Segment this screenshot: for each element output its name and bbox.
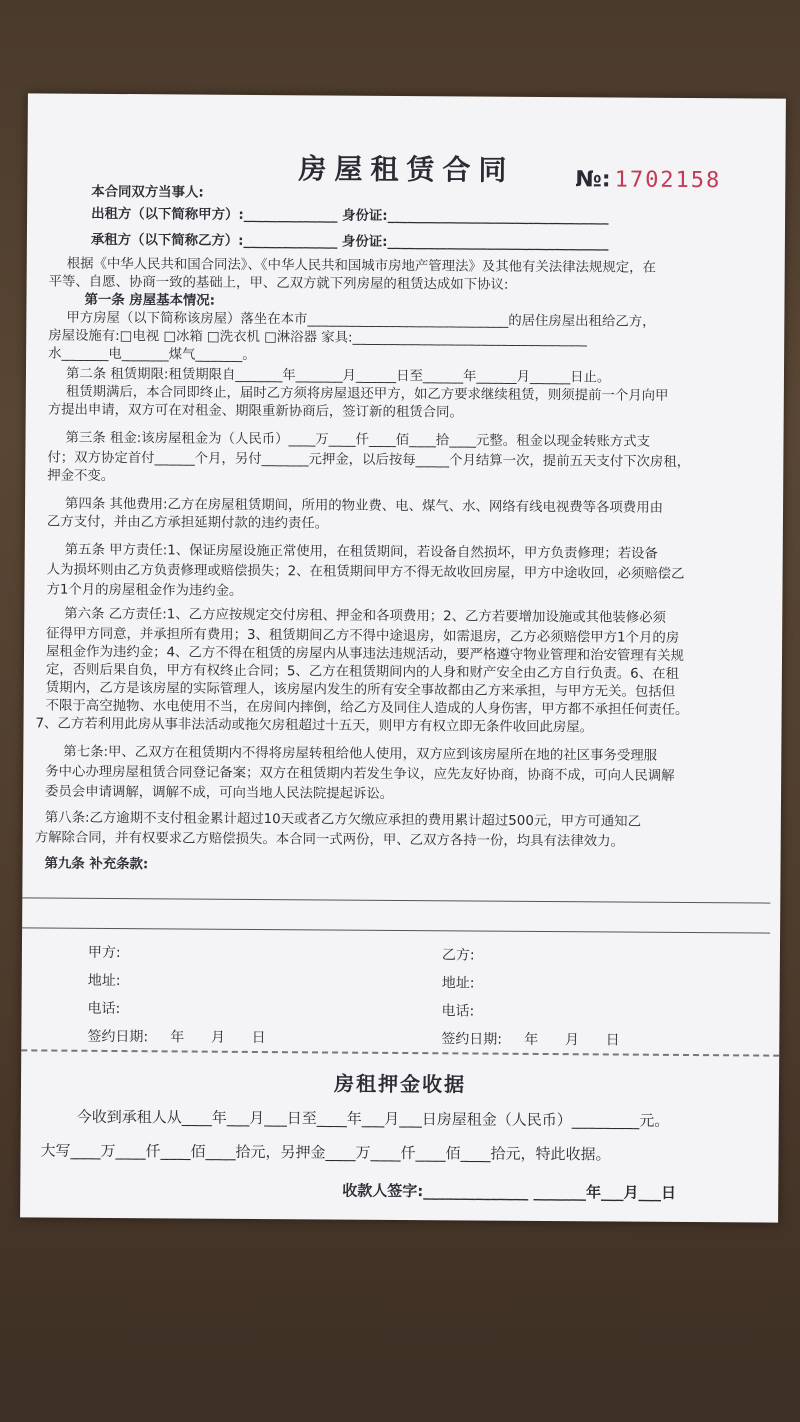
contract-line: 房屋设施有:□电视 □冰箱 □洗衣机 □淋浴器 家具:___________________________________ bbox=[48, 328, 587, 348]
party-a-date: 签约日期: 年 月 日 bbox=[87, 1028, 266, 1047]
contract-line: 征得甲方同意，并承担所有费用；3、租赁期间乙方不得中途退房，如需退房，乙方必须赔偿甲方1个月的房 bbox=[46, 626, 680, 646]
contract-line: 水_______电_______煤气_______。 bbox=[48, 346, 256, 363]
contract-line: 方1个月的房屋租金作为违约金。 bbox=[46, 582, 243, 599]
tear-line bbox=[21, 1049, 779, 1056]
contract-line: 租赁期满后，本合同即终止，届时乙方须将房屋退还甲方，如乙方要求继续租赁，则须提前一个月向甲 bbox=[65, 384, 669, 404]
contract-line: 甲方房屋（以下简称该房屋）落坐在本市______________________________的居住房屋出租给乙方， bbox=[66, 310, 656, 330]
contract-line: 第八条:乙方逾期不支付租金累计超过10天或者乙方欠缴应承担的费用累计超过500元，甲方可通知乙 bbox=[44, 810, 642, 830]
contract-line: 平等、自愿、协商一致的基础上，甲、乙双方就下列房屋的租赁达成如下协议: bbox=[48, 274, 509, 293]
party-a-address: 地址: bbox=[87, 972, 121, 990]
contract-line: 承租方（以下简称乙方）:______________ 身份证:_________________________________ bbox=[90, 232, 609, 252]
contract-line: 第三条 租金:该房屋租金为（人民币）____万____仟____佰____拾____元整。租金以现金转账方式支 bbox=[65, 430, 651, 450]
contract-line: 根据《中华人民共和国合同法》、《中华人民共和国城市房地产管理法》及其他有关法律法规规定，在 bbox=[66, 256, 656, 276]
contract-line: 乙方支付，并由乙方承担延期付款的违约责任。 bbox=[46, 514, 329, 532]
contract-line: 7、乙方若利用此房从事非法活动或拖欠房租超过十五天，则甲方有权立即无条件收回此房屋。 bbox=[35, 716, 594, 736]
party-b-address: 地址: bbox=[441, 975, 475, 992]
contract-line: 人为损坏则由乙方负责修理或赔偿损失；2、在租赁期间甲方不得无故收回房屋，甲方中途收回，必须赔偿乙 bbox=[46, 562, 685, 582]
contract-sheet bbox=[20, 93, 786, 1222]
receipt-line-3: 收款人签字:______________ _______年___月___日 bbox=[342, 1181, 677, 1202]
contract-line: 付；双方协定首付______个月，另付_______元押金，以后按每_____个月结算一次，提前五天支付下次房租， bbox=[47, 450, 691, 470]
contract-line: 赁期内，乙方是该房屋的实际管理人，该房屋内发生的所有安全事故都由乙方来承担，与甲方无关。包括但 bbox=[45, 680, 676, 700]
receipt-line-1: 今收到承租人从____年___月___日至____年___月___日房屋租金（人民币）_________元。 bbox=[76, 1107, 670, 1130]
party-b-phone: 电话: bbox=[441, 1003, 475, 1020]
contract-line: 务中心办理房屋租赁合同登记备案；双方在租赁期内若发生争议，应先友好协商，协商不成，可向人民调解 bbox=[45, 764, 675, 784]
contract-line: 屋租金作为违约金；4、乙方不得在租赁的房屋内从事违法违规活动，要严格遵守物业管理和治安管理有关规 bbox=[45, 644, 684, 664]
contract-line: 方提出申请，双方可在对租金、期限重新协商后，签订新的租赁合同。 bbox=[47, 402, 463, 421]
receipt-title: 房租押金收据 bbox=[333, 1071, 467, 1097]
contract-line: 方解除合同，并有权要求乙方赔偿损失。本合同一式两份，甲、乙双方各持一份，均具有法律效力。 bbox=[34, 830, 624, 850]
contract-line: 第六条 乙方责任:1、乙方应按规定交付房租、押金和各项费用；2、乙方若要增加设施或其他装修必须 bbox=[64, 606, 666, 626]
contract-line: 出租方（以下简称甲方）:______________ 身份证:_________________________________ bbox=[91, 206, 609, 226]
contract-line: 委员会申请调解，调解不成，可向当地人民法院提起诉讼。 bbox=[45, 784, 394, 802]
party-a-name: 甲方: bbox=[87, 944, 121, 962]
party-b-name: 乙方: bbox=[441, 947, 475, 964]
supplement-line-2 bbox=[22, 927, 770, 933]
contract-line: 定，否则后果自负，甲方有权终止合同；5、乙方在租赁期间内的人身和财产安全由乙方自行负责。6、在租 bbox=[45, 662, 679, 682]
party-a-phone: 电话: bbox=[87, 1000, 121, 1018]
contract-line: 第七条:甲、乙双方在租赁期内不得将房屋转租给他人使用，双方应到该房屋所在地的社区事务受理服 bbox=[63, 744, 658, 764]
receipt-line-2: 大写____万____仟____佰____拾元，另押金____万____仟____佰____拾元，特此收据。 bbox=[40, 1141, 611, 1164]
contract-line: 第九条 补充条款: bbox=[44, 856, 149, 873]
contract-line: 第一条 房屋基本情况: bbox=[84, 292, 216, 309]
contract-title: 房屋租赁合同 bbox=[298, 152, 515, 187]
serial-value: 1702158 bbox=[614, 167, 722, 194]
contract-line: 第二条 租赁期限:租赁期限自_______年_______月______日至______年______月______日止。 bbox=[65, 366, 611, 386]
contract-line: 第五条 甲方责任:1、保证房屋设施正常使用，在租赁期间，若设备自然损坏，甲方负责修理；若设备 bbox=[64, 542, 658, 562]
supplement-line-1 bbox=[22, 897, 770, 903]
contract-line: 本合同双方当事人: bbox=[91, 184, 204, 201]
contract-line: 不限于高空抛物、水电使用不当，在房间内摔倒，给乙方及同住人造成的人身伤害，甲方都不承担任何责任。 bbox=[45, 698, 689, 718]
party-b-date: 签约日期: 年 月 日 bbox=[441, 1031, 620, 1049]
contract-line: 押金不变。 bbox=[47, 468, 115, 484]
contract-line: 第四条 其他费用:乙方在房屋租赁期间，所用的物业费、电、煤气、水、网络有线电视费等各项费用由 bbox=[65, 496, 664, 516]
serial-label: №: bbox=[575, 167, 611, 193]
